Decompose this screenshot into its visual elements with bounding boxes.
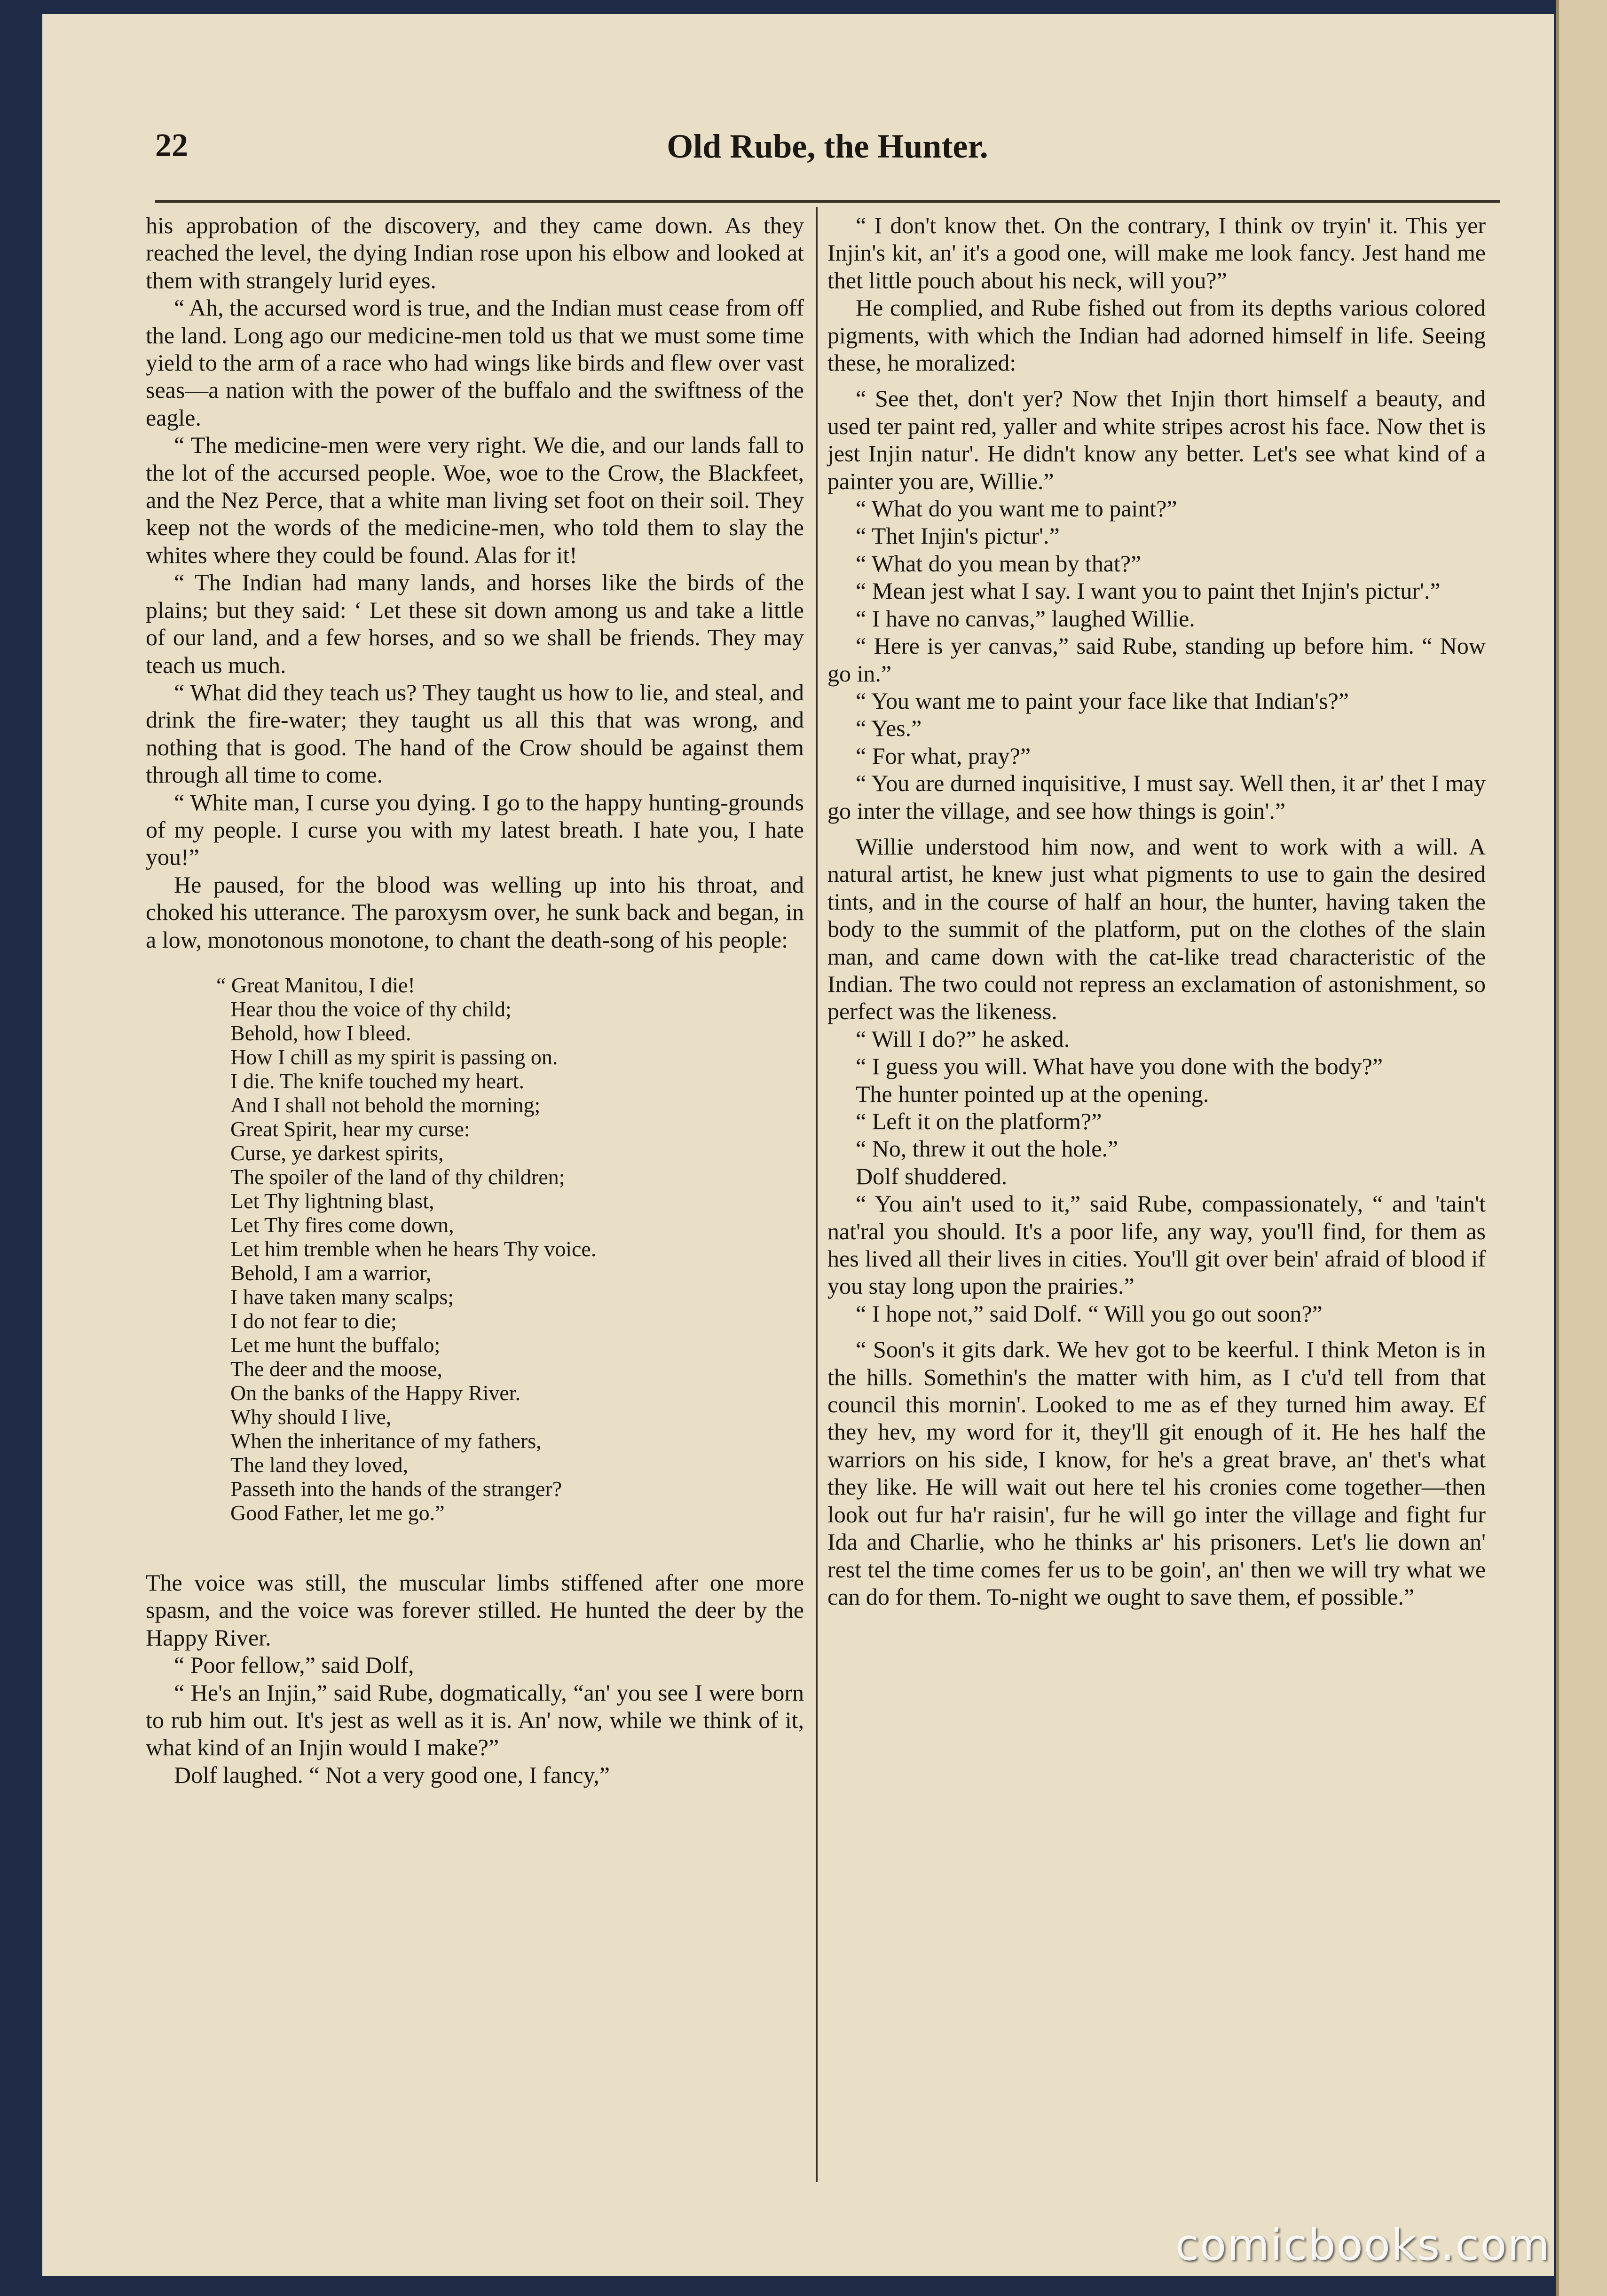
paragraph: The voice was still, the muscular limbs stiffened after one more spasm, and the voice was forever stilled. He hunted the deer by the Happy River.: [146, 1569, 804, 1651]
poem-line: Why should I live,: [230, 1404, 392, 1429]
poem-line: I have taken many scalps;: [230, 1284, 454, 1309]
poem-line: Let Thy fires come down,: [230, 1212, 454, 1237]
paragraph: “ You are durned inquisitive, I must say. Well then, it ar' thet I may go inter the village, and see how things is goin'.”: [827, 770, 1486, 824]
book-page: [42, 14, 1554, 2276]
paragraph: “ I have no canvas,” laughed Willie.: [856, 605, 1195, 632]
paragraph: “ You want me to paint your face like that Indian's?”: [856, 687, 1349, 714]
poem-line: The land they loved,: [230, 1452, 409, 1477]
watermark: comicbooks.com: [1175, 2220, 1551, 2270]
poem-line: Curse, ye darkest spirits,: [230, 1140, 444, 1165]
paragraph: Dolf laughed. “ Not a very good one, I fancy,”: [174, 1761, 610, 1788]
poem-line: The spoiler of the land of thy children;: [230, 1164, 565, 1189]
paragraph: “ Left it on the platform?”: [856, 1108, 1102, 1134]
poem-line: On the banks of the Happy River.: [230, 1380, 521, 1405]
column-divider: [816, 207, 818, 2182]
paragraph: “ See thet, don't yer? Now thet Injin thort himself a beauty, and used ter paint red, yaller and white stripes acrost his face. Now thet is jest Injin natur'. He didn't know any better. Let's see what kind of a painter you are, Willie.”: [827, 385, 1486, 494]
poem-line: Great Spirit, hear my curse:: [230, 1116, 470, 1141]
paragraph: “ Here is yer canvas,” said Rube, standing up before him. “ Now go in.”: [827, 633, 1486, 687]
paragraph: The hunter pointed up at the opening.: [856, 1080, 1209, 1107]
paragraph: “ What did they teach us? They taught us how to lie, and steal, and drink the fire-water; they taught us all this that was wrong, and nothing that is good. The hand of the Crow should be against them through all time to come.: [146, 679, 804, 788]
paragraph: Willie understood him now, and went to work with a will. A natural artist, he knew just what pigments to use to gain the desired tints, and in the course of half an hour, the hunter, having taken the body to the summit of the platform, put on the clothes of the slain man, and came down with the cat-like tread characteristic of the Indian. The two could not repress an exclamation of astonishment, so perfect was the likeness.: [827, 833, 1486, 1025]
paragraph: “ The Indian had many lands, and horses like the birds of the plains; but they said: ‘ Let these sit down among us and take a little of our land, and a few horses, and so we shall be friends. They may teach us much.: [146, 569, 804, 678]
poem-line: And I shall not behold the morning;: [230, 1093, 541, 1117]
right-column: [827, 212, 1486, 1610]
paragraph: “ Mean jest what I say. I want you to paint thet Injin's pictur'.”: [856, 578, 1441, 604]
poem-line: Hear thou the voice of thy child;: [230, 997, 512, 1021]
poem-line: Behold, I am a warrior,: [230, 1260, 432, 1285]
paragraph: “ What do you mean by that?”: [856, 550, 1142, 577]
poem-line: Good Father, let me go.”: [230, 1500, 445, 1525]
poem-line: Let me hunt the buffalo;: [230, 1332, 441, 1357]
poem-line: How I chill as my spirit is passing on.: [230, 1045, 558, 1069]
death-song-poem: [216, 973, 804, 1525]
page-title: Old Rube, the Hunter.: [667, 127, 988, 165]
poem-line: Behold, how I bleed.: [230, 1021, 411, 1045]
paragraph: “ The medicine-men were very right. We die, and our lands fall to the lot of the accursed people. Woe, woe to the Crow, the Blackfeet, and the Nez Perce, that a white man living set foot on their soil. They keep not the words of the medicine-men, who told them to slay the whites where they could be found. Alas for it!: [146, 432, 804, 568]
paragraph: “ Poor fellow,” said Dolf,: [174, 1652, 414, 1678]
page-number: 22: [155, 127, 188, 164]
paragraph: “ White man, I curse you dying. I go to the happy hunting-grounds of my people. I curse you with my latest breath. I hate you, I hate you!”: [146, 789, 804, 871]
poem-line: “ Great Manitou, I die!: [216, 973, 415, 997]
paragraph: “ Soon's it gits dark. We hev got to be keerful. I think Meton is in the hills. Somethin's the matter with him, as I c'u'd tell from that council this mornin'. Looked to me as ef they turned him away. Ef they hev, my word for it, they'll git enough of it. He hes half the warriors on his side, I know, for he's a great brave, an' thet's what they like. He will wait out here tel his cronies come together—then look out fur ha'r raisin', fur he will go inter the village and fight fur Ida and Charlie, who he thinks ar' his prisoners. Let's lie down an' rest tel the time comes fer us to be goin', an' then we will try what we can do for them. To-night we ought to save them, ef possible.”: [827, 1336, 1486, 1610]
paragraph: “ I don't know thet. On the contrary, I think ov tryin' it. This yer Injin's kit, an' it's a good one, will make me look fancy. Jest hand me thet little pouch about his neck, will you?”: [827, 212, 1486, 293]
paragraph: “ For what, pray?”: [856, 742, 1031, 769]
paragraph: “ What do you want me to paint?”: [856, 495, 1177, 522]
paragraph: “ He's an Injin,” said Rube, dogmatically, “an' you see I were born to rub him out. It's jest as well as it is. An' now, while we think of it, what kind of an Injin would I make?”: [146, 1679, 804, 1761]
paragraph: He complied, and Rube fished out from its depths various colored pigments, with which the Indian had adorned himself in life. Seeing these, he moralized:: [827, 294, 1486, 376]
poem-line: Let him tremble when he hears Thy voice.: [230, 1236, 597, 1261]
poem-line: Let Thy lightning blast,: [230, 1188, 434, 1213]
paragraph: “ Will I do?” he asked.: [856, 1025, 1070, 1052]
paragraph: He paused, for the blood was welling up into his throat, and choked his utterance. The paroxysm over, he sunk back and began, in a low, monotonous monotone, to chant the death-song of his people:: [146, 871, 804, 953]
header-rule: [155, 200, 1500, 203]
paragraph: “ Yes.”: [856, 715, 922, 742]
paragraph: “ You ain't used to it,” said Rube, compassionately, “ and 'tain't nat'ral you should. It's a poor life, any way, you'll find, for them as hes lived all their lives in cities. You'll git over bein' afraid of blood if you stay long upon the prairies.”: [827, 1190, 1486, 1299]
poem-line: I do not fear to die;: [230, 1308, 397, 1333]
paragraph: “ I hope not,” said Dolf. “ Will you go out soon?”: [856, 1300, 1323, 1327]
left-column: [146, 212, 804, 1789]
poem-line: I die. The knife touched my heart.: [230, 1069, 525, 1093]
poem-line: When the inheritance of my fathers,: [230, 1428, 542, 1453]
paragraph: “ Thet Injin's pictur'.”: [856, 523, 1060, 549]
poem-line: Passeth into the hands of the stranger?: [230, 1476, 562, 1501]
paragraph: “ Ah, the accursed word is true, and the Indian must cease from off the land. Long ago our medicine-men told us that we must some time yield to the arm of a race who had wings like birds and flew over vast seas—a nation with the power of the buffalo and the swiftness of the eagle.: [146, 294, 804, 431]
paragraph: Dolf shuddered.: [856, 1163, 1008, 1189]
paragraph: his approbation of the discovery, and they came down. As they reached the level, the dying Indian rose upon his elbow and looked at them with strangely lurid eyes.: [146, 212, 804, 293]
paragraph: “ I guess you will. What have you done with the body?”: [856, 1053, 1383, 1080]
poem-line: The deer and the moose,: [230, 1356, 442, 1381]
paragraph: “ No, threw it out the hole.”: [856, 1135, 1119, 1162]
page-header: [155, 127, 1500, 183]
adjacent-page-edge: [1556, 0, 1607, 2296]
